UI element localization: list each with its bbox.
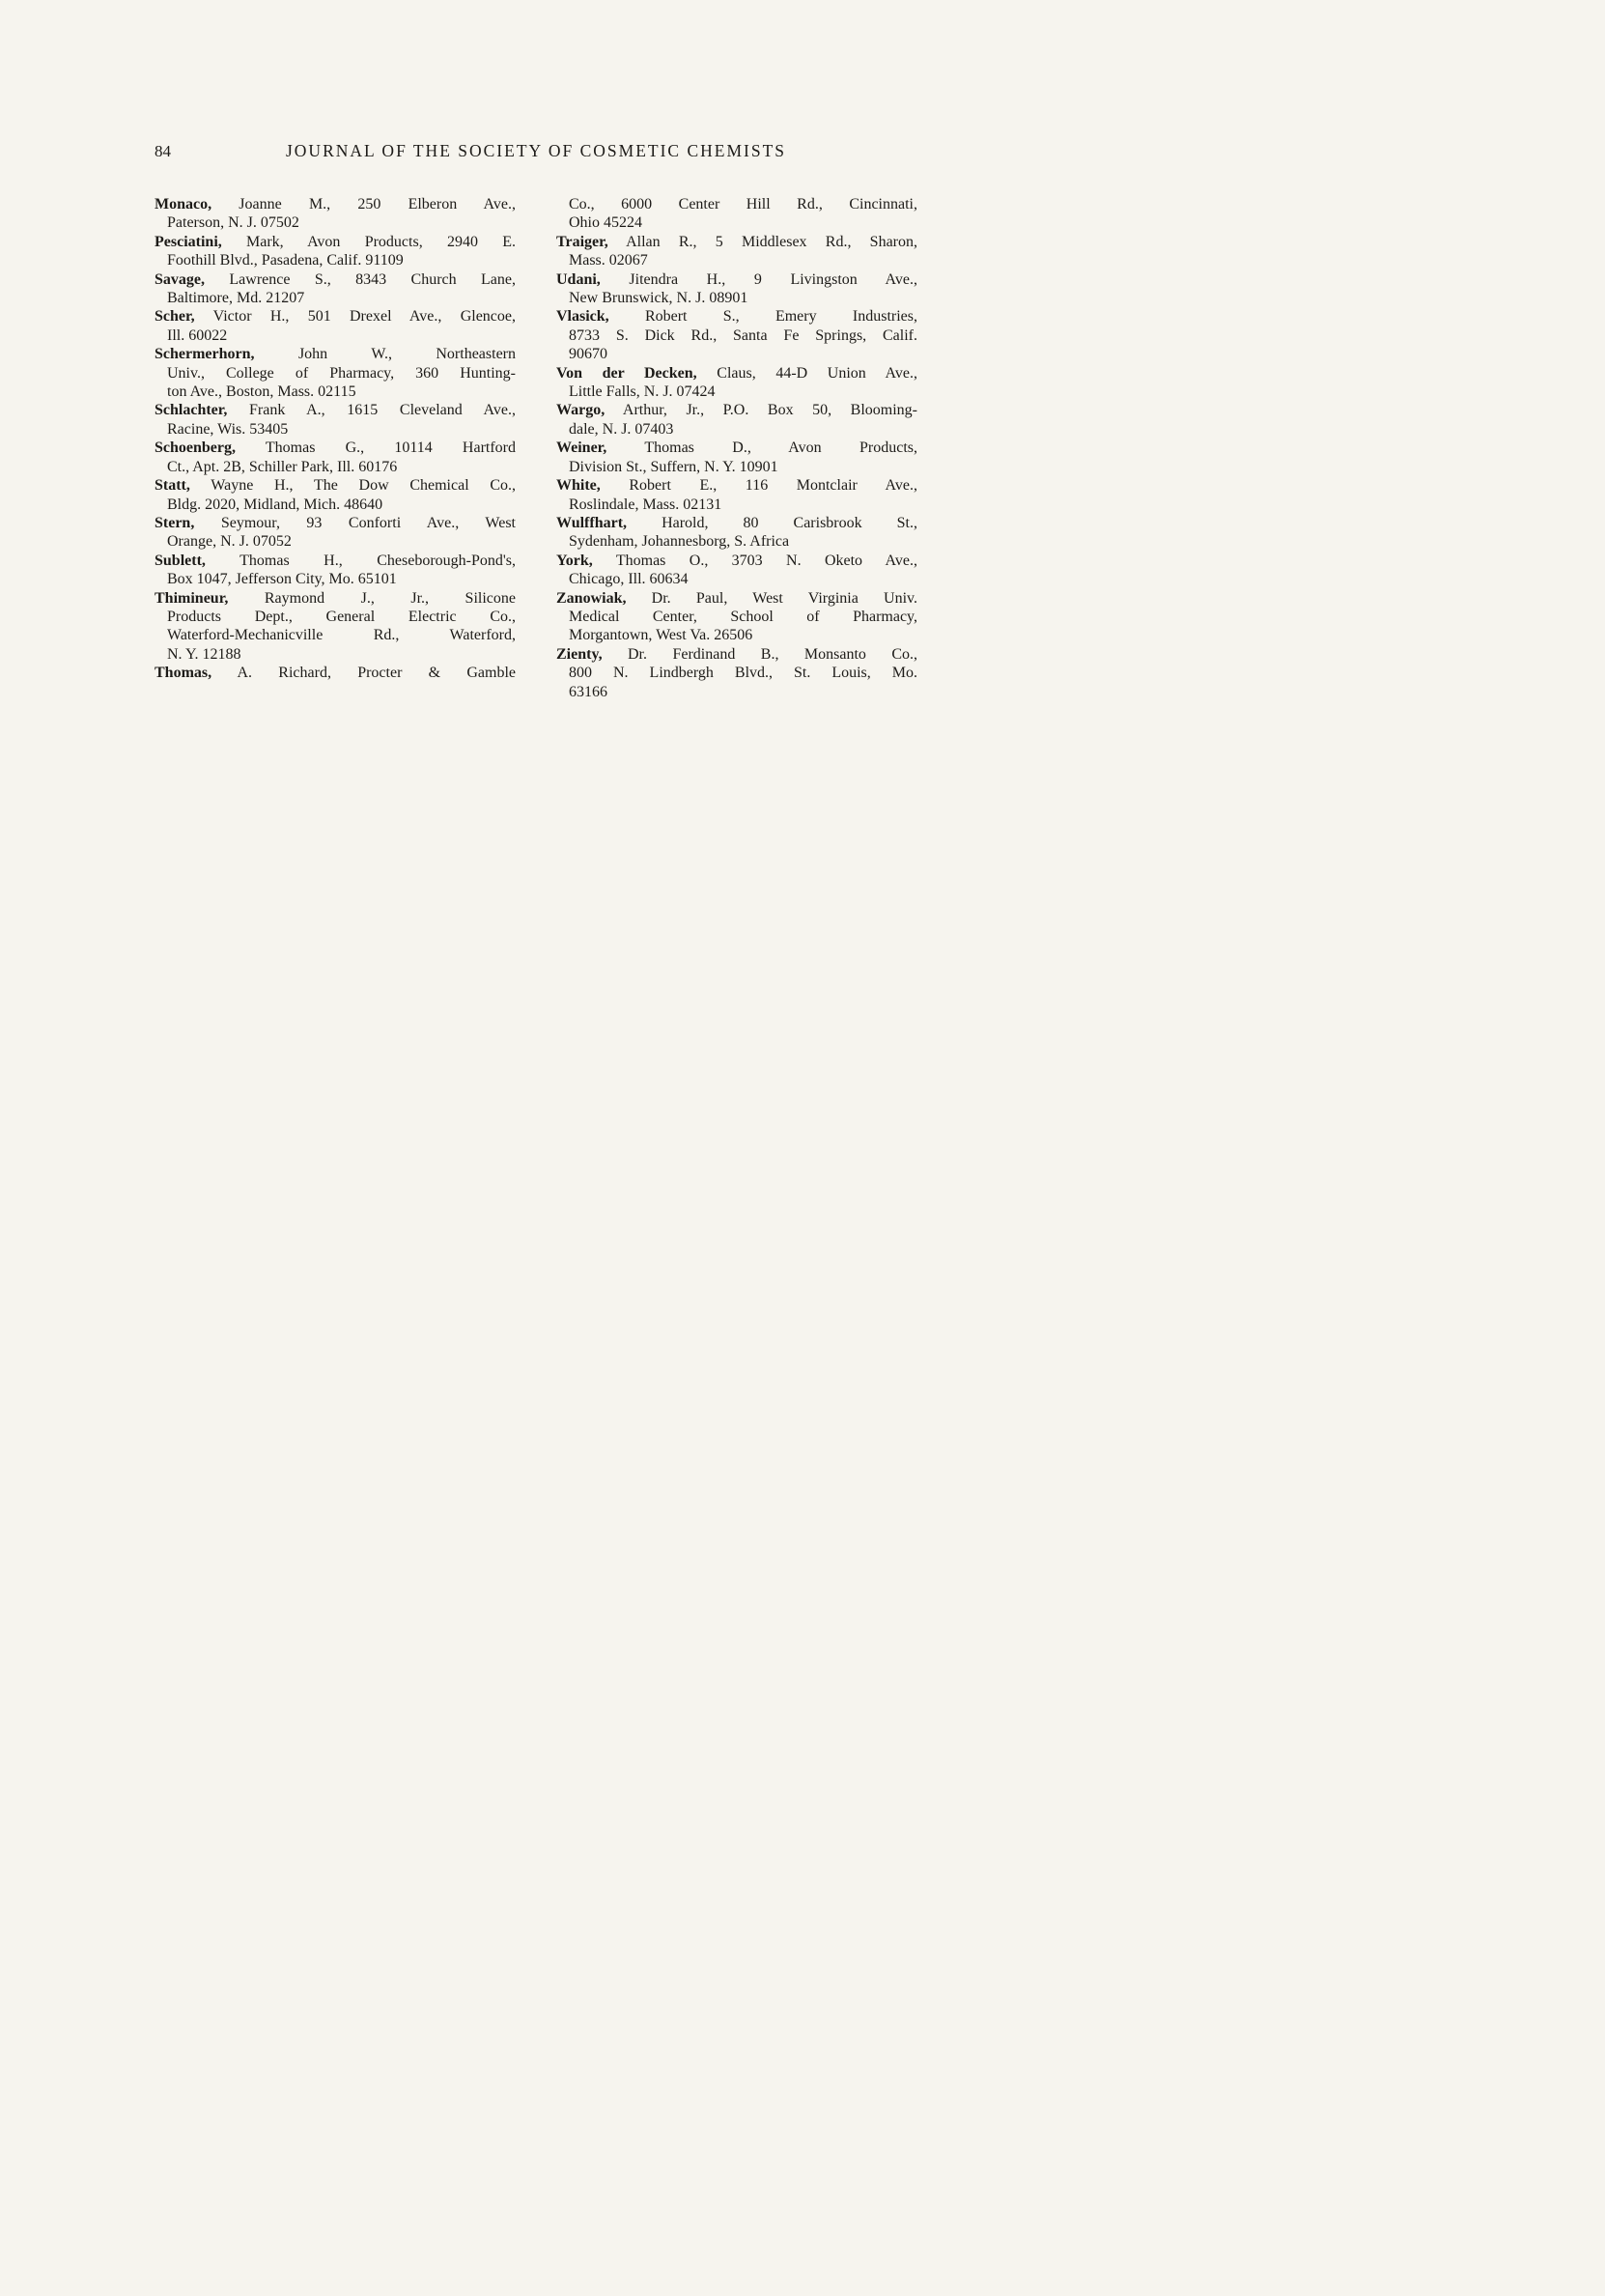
entry-line — [155, 233, 516, 251]
entry-line-text: Robert S., Emery Industries, — [608, 308, 917, 326]
entry-line-text: Waterford-Mechanicville Rd., Waterford, — [167, 627, 516, 644]
entry-line-text: Raymond J., Jr., Silicone — [228, 589, 516, 607]
entry-surname: White, — [556, 477, 601, 495]
entry-surname: Pesciatini, — [155, 233, 222, 250]
entry-line — [155, 626, 516, 644]
entry-line-text: John W., Northeastern — [254, 346, 516, 363]
entry-line-text: Robert E., 116 Montclair Ave., — [600, 477, 917, 495]
entry-line-text: Jitendra H., 9 Livingston Ave., — [600, 270, 917, 288]
entry-surname: Wulffhart, — [556, 514, 628, 531]
entry-line-text: Victor H., 501 Drexel Ave., Glencoe, — [194, 308, 516, 326]
entry-line-text: Roslindale, Mass. 02131 — [569, 496, 722, 513]
entry-line — [155, 195, 516, 213]
entry-surname: Von der Decken, — [556, 364, 697, 382]
entry-surname: Vlasick, — [556, 308, 609, 326]
entry-line-text: Sydenham, Johannesborg, S. Africa — [569, 533, 790, 551]
entry-line-text: Mass. 02067 — [569, 252, 648, 269]
entry-line-text: A. Richard, Procter & Gamble — [211, 665, 516, 682]
entry-surname: Udani, — [556, 270, 601, 288]
entry-line — [556, 608, 917, 626]
directory-entry — [556, 645, 917, 701]
entry-surname: Wargo, — [556, 402, 605, 419]
entry-line-text: Wayne H., The Dow Chemical Co., — [189, 477, 516, 495]
entry-line-text: Orange, N. J. 07052 — [167, 533, 292, 551]
entry-surname: Schoenberg, — [155, 439, 236, 457]
entry-line-text: Thomas G., 10114 Hartford — [236, 439, 516, 457]
entry-line — [556, 458, 917, 476]
entry-line-text: dale, N. J. 07403 — [569, 420, 674, 438]
entry-line — [556, 326, 917, 345]
entry-line — [155, 570, 516, 588]
entry-surname: Weiner, — [556, 439, 607, 457]
entry-line — [556, 664, 917, 682]
entry-line-text: Harold, 80 Carisbrook St., — [627, 514, 917, 531]
entry-line-text: ton Ave., Boston, Mass. 02115 — [167, 383, 356, 401]
entry-line-text: Little Falls, N. J. 07424 — [569, 383, 716, 401]
entry-line — [556, 213, 917, 232]
entry-line-text: Medical Center, School of Pharmacy, — [569, 608, 917, 625]
entry-line-text: 90670 — [569, 346, 607, 363]
entry-line — [155, 401, 516, 419]
entry-line — [556, 401, 917, 419]
entry-line-text: Thomas H., Cheseborough-Pond's, — [205, 552, 516, 569]
entry-line — [556, 496, 917, 514]
entry-line-text: Frank A., 1615 Cleveland Ave., — [227, 402, 516, 419]
entry-line-text: Foothill Blvd., Pasadena, Calif. 91109 — [167, 252, 404, 269]
directory-entry — [556, 307, 917, 363]
directory-entry — [155, 345, 516, 401]
entry-line — [155, 251, 516, 269]
entry-line — [556, 364, 917, 383]
journal-page — [155, 141, 917, 701]
directory-entry — [155, 552, 516, 589]
entry-surname: Statt, — [155, 477, 190, 495]
directory-entry — [556, 233, 917, 270]
entry-surname: Traiger, — [556, 233, 608, 250]
entry-line-text: 800 N. Lindbergh Blvd., St. Louis, Mo. — [569, 665, 917, 682]
entry-surname: Thomas, — [155, 665, 212, 682]
entry-line-text: Joanne M., 250 Elberon Ave., — [211, 196, 516, 213]
entry-line — [155, 664, 516, 682]
directory-entry — [155, 439, 516, 476]
entry-line — [155, 458, 516, 476]
directory-column-right — [556, 195, 917, 701]
entry-line-text: Ohio 45224 — [569, 214, 642, 232]
entry-line — [155, 476, 516, 495]
entry-line — [155, 608, 516, 626]
entry-line-text: Ct., Apt. 2B, Schiller Park, Ill. 60176 — [167, 458, 398, 475]
directory-columns — [155, 195, 917, 701]
directory-entry — [155, 270, 516, 308]
entry-line-text: Division St., Suffern, N. Y. 10901 — [569, 458, 778, 475]
entry-line — [556, 552, 917, 570]
entry-line — [155, 496, 516, 514]
entry-line-text: Claus, 44-D Union Ave., — [696, 364, 918, 382]
directory-entry — [556, 401, 917, 439]
entry-line-text: Allan R., 5 Middlesex Rd., Sharon, — [607, 233, 917, 250]
entry-line-text: N. Y. 12188 — [167, 645, 241, 663]
entry-line-text: Baltimore, Md. 21207 — [167, 290, 305, 307]
entry-surname: Thimineur, — [155, 589, 229, 607]
entry-line-text: Seymour, 93 Conforti Ave., West — [194, 514, 516, 531]
entry-line — [556, 420, 917, 439]
directory-entry — [556, 439, 917, 476]
entry-line — [155, 364, 516, 383]
entry-line — [155, 589, 516, 608]
page-header — [155, 141, 917, 162]
entry-surname: Schermerhorn, — [155, 346, 255, 363]
journal-title: JOURNAL OF THE SOCIETY OF COSMETIC CHEMISTS — [285, 141, 787, 160]
entry-line — [155, 213, 516, 232]
entry-surname: Monaco, — [155, 196, 212, 213]
directory-entry — [556, 195, 917, 233]
entry-line — [556, 476, 917, 495]
entry-line — [556, 307, 917, 326]
entry-surname: Schlachter, — [155, 402, 228, 419]
page-number: 84 — [155, 142, 171, 160]
entry-line-text: Co., 6000 Center Hill Rd., Cincinnati, — [569, 196, 917, 213]
entry-line — [556, 514, 917, 532]
entry-line-text: Thomas D., Avon Products, — [606, 439, 917, 457]
entry-line-text: Dr. Ferdinand B., Monsanto Co., — [602, 645, 917, 663]
entry-surname: Zienty, — [556, 645, 603, 663]
entry-surname: York, — [556, 552, 593, 569]
entry-line-text: 8733 S. Dick Rd., Santa Fe Springs, Calif. — [569, 326, 917, 344]
directory-entry — [155, 401, 516, 439]
entry-line — [556, 345, 917, 363]
entry-line-text: Univ., College of Pharmacy, 360 Hunting- — [167, 364, 516, 382]
entry-line — [556, 532, 917, 551]
entry-line — [155, 326, 516, 345]
entry-surname: Sublett, — [155, 552, 206, 569]
entry-line-text: Dr. Paul, West Virginia Univ. — [626, 589, 917, 607]
entry-surname: Zanowiak, — [556, 589, 627, 607]
entry-line-text: New Brunswick, N. J. 08901 — [569, 290, 748, 307]
entry-line-text: Morgantown, West Va. 26506 — [569, 627, 753, 644]
directory-entry — [155, 589, 516, 665]
entry-line — [155, 514, 516, 532]
entry-line-text: Paterson, N. J. 07502 — [167, 214, 299, 232]
entry-line-text: Racine, Wis. 53405 — [167, 420, 289, 438]
directory-entry — [556, 364, 917, 402]
directory-entry — [556, 552, 917, 589]
entry-line-text: Thomas O., 3703 N. Oketo Ave., — [592, 552, 917, 569]
entry-line-text: Chicago, Ill. 60634 — [569, 571, 689, 588]
directory-entry — [155, 195, 516, 233]
directory-entry — [155, 664, 516, 682]
entry-line — [155, 532, 516, 551]
entry-line — [155, 270, 516, 289]
entry-line-text: Ill. 60022 — [167, 326, 228, 344]
entry-line — [155, 420, 516, 439]
entry-surname: Stern, — [155, 514, 195, 531]
entry-line — [155, 645, 516, 664]
entry-line — [556, 289, 917, 307]
directory-column-left — [155, 195, 516, 701]
entry-line — [556, 195, 917, 213]
entry-line — [155, 289, 516, 307]
entry-line-text: Lawrence S., 8343 Church Lane, — [205, 270, 516, 288]
directory-entry — [556, 476, 917, 514]
directory-entry — [155, 514, 516, 552]
entry-line — [155, 552, 516, 570]
directory-entry — [155, 233, 516, 270]
entry-surname: Savage, — [155, 270, 205, 288]
entry-line-text: Box 1047, Jefferson City, Mo. 65101 — [167, 571, 397, 588]
entry-line-text: Bldg. 2020, Midland, Mich. 48640 — [167, 496, 383, 513]
directory-entry — [155, 476, 516, 514]
entry-line — [556, 589, 917, 608]
directory-entry — [556, 270, 917, 308]
entry-line — [556, 439, 917, 457]
directory-entry — [556, 514, 917, 552]
entry-line — [155, 345, 516, 363]
entry-line — [556, 570, 917, 588]
directory-entry — [155, 307, 516, 345]
entry-line — [556, 233, 917, 251]
entry-line — [556, 645, 917, 664]
entry-line — [155, 383, 516, 401]
entry-line-text: Products Dept., General Electric Co., — [167, 608, 516, 625]
entry-line — [556, 626, 917, 644]
entry-line — [556, 383, 917, 401]
entry-line — [556, 270, 917, 289]
entry-line-text: 63166 — [569, 683, 607, 700]
directory-entry — [556, 589, 917, 645]
entry-line — [556, 683, 917, 701]
entry-line — [556, 251, 917, 269]
entry-line — [155, 307, 516, 326]
entry-surname: Scher, — [155, 308, 195, 326]
entry-line-text: Arthur, Jr., P.O. Box 50, Blooming- — [605, 402, 917, 419]
entry-line-text: Mark, Avon Products, 2940 E. — [221, 233, 516, 250]
entry-line — [155, 439, 516, 457]
